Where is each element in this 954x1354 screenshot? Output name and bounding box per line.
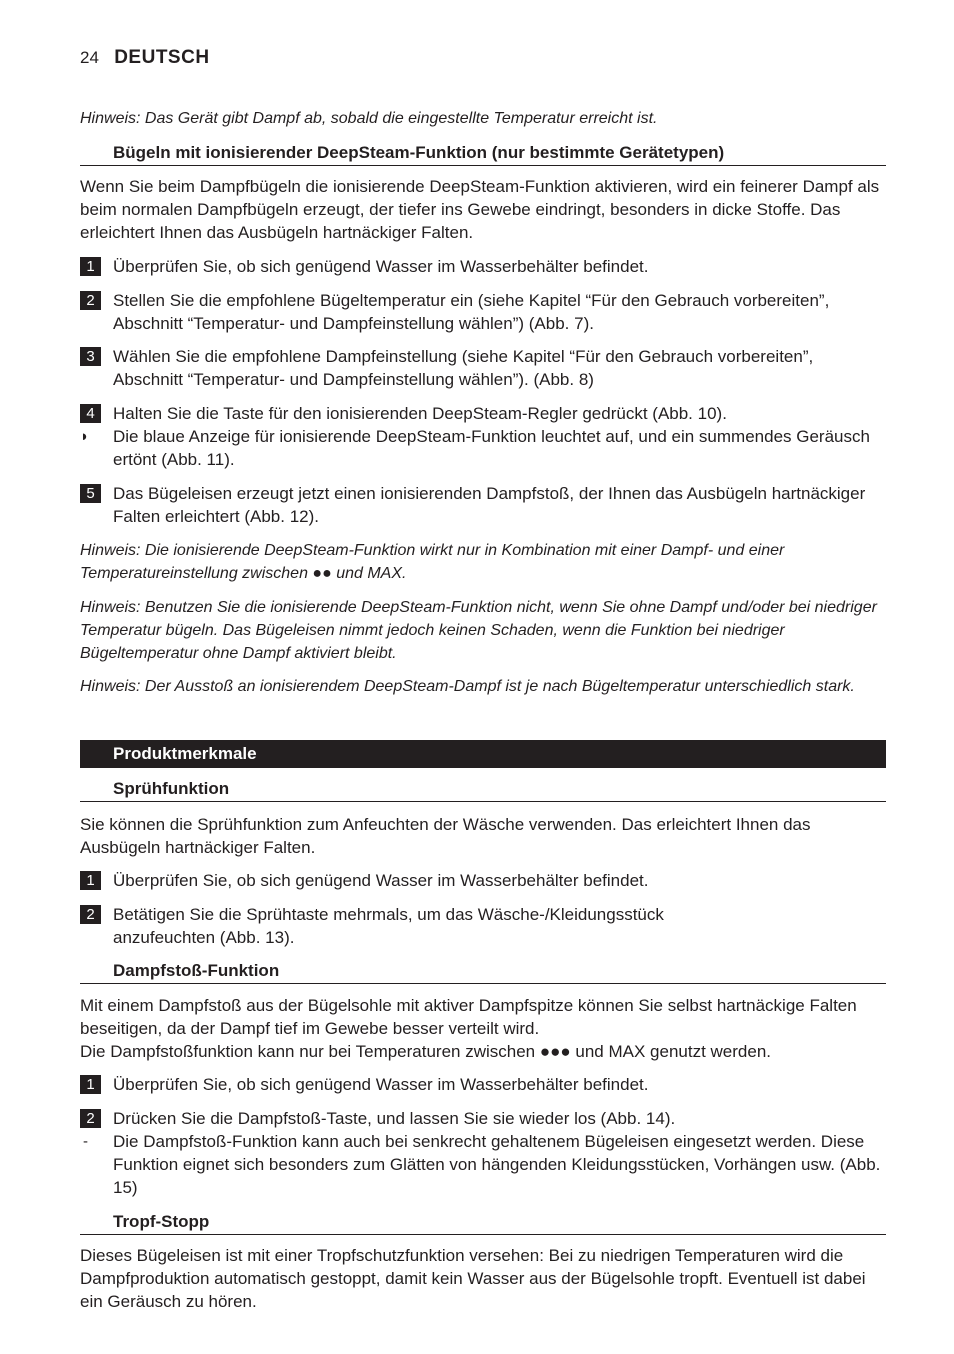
deepsteam-note-3: Hinweis: Der Ausstoß an ionisierendem DeepSteam-Dampf ist je nach Bügeltemperatur unterschiedlich stark. [80, 678, 855, 695]
step-text: Halten Sie die Taste für den ionisierenden DeepSteam-Regler gedrückt (Abb. 10). [113, 404, 727, 423]
step-text: Überprüfen Sie, ob sich genügend Wasser im Wasserbehälter befindet. [113, 871, 649, 890]
shot-step-2 [80, 1107, 886, 1130]
deepsteam-step-4 [80, 402, 886, 425]
step-text: Überprüfen Sie, ob sich genügend Wasser im Wasserbehälter befindet. [113, 257, 649, 276]
spray-intro: Sie können die Sprühfunktion zum Anfeuchten der Wäsche verwenden. Das erleichtert Ihnen das Ausbügeln hartnäckiger Falten. [80, 815, 811, 857]
shot-intro-2: Die Dampfstoßfunktion kann nur bei Temperaturen zwischen ●●● und MAX genutzt werden. [80, 1042, 772, 1061]
deepsteam-step-2 [80, 289, 886, 335]
page-number: 24 [80, 48, 99, 67]
shot-step-1 [80, 1073, 886, 1096]
section-title-drip-stop: Tropf-Stopp [80, 1210, 886, 1235]
step-text: Wählen Sie die empfohlene Dampfeinstellung (siehe Kapitel “Für den Gebrauch vorbereiten”, Abschnitt “Temperatur- und Dampfeinstellung wählen”). (Abb. 8) [113, 347, 814, 389]
step-text: Das Bügeleisen erzeugt jetzt einen ionisierenden Dampfstoß, der Ihnen das Ausbügeln hartnäckiger Falten erleichtert (Abb. 12). [113, 484, 866, 526]
step-number: 2 [80, 291, 101, 310]
deepsteam-step-1 [80, 255, 886, 278]
step-number: 2 [80, 905, 101, 924]
deepsteam-step-3 [80, 345, 886, 391]
step-number: 1 [80, 257, 101, 276]
note-top: Hinweis: Das Gerät gibt Dampf ab, sobald die eingestellte Temperatur erreicht ist. [80, 110, 658, 127]
section-title-spray: Sprühfunktion [80, 777, 886, 802]
step-text: Überprüfen Sie, ob sich genügend Wasser im Wasserbehälter befindet. [113, 1075, 649, 1094]
section-title-steam-shot: Dampfstoß-Funktion [80, 959, 886, 984]
spray-step-1 [80, 869, 886, 892]
step-number: 3 [80, 347, 101, 366]
step-number: 4 [80, 404, 101, 423]
bullet-icon: ◗ [80, 428, 90, 445]
deepsteam-note-1: Hinweis: Die ionisierende DeepSteam-Funktion wirkt nur in Kombination mit einer Dampf- und einer Temperatureinstellung zwischen ●● und MAX. [80, 542, 785, 582]
step-number: 1 [80, 1075, 101, 1094]
deepsteam-note-2: Hinweis: Benutzen Sie die ionisierende DeepSteam-Funktion nicht, wenn Sie ohne Dampf und/oder bei niedriger Temperatur bügeln. Das Bügeleisen nimmt jedoch keinen Schaden, wenn die Funktion bei niedriger Bügeltemperatur ohne Dampf aktiviert bleibt. [80, 599, 877, 662]
shot-intro: Mit einem Dampfstoß aus der Bügelsohle mit aktiver Dampfspitze können Sie selbst hartnäckige Falten beseitigen, da der Dampf tief im Gewebe besser verteilt wird. [80, 996, 857, 1038]
dash-text: Die Dampfstoß-Funktion kann auch bei senkrecht gehaltenem Bügeleisen eingesetzt werden. Diese Funktion eignet sich besonders zum Glätten von hängenden Kleidungsstücken, Vorhängen usw. (Abb. 15) [113, 1132, 881, 1197]
section-title-features: Produktmerkmale [80, 740, 886, 768]
spray-step-2 [80, 903, 886, 949]
deepsteam-intro: Wenn Sie beim Dampfbügeln die ionisierende DeepSteam-Funktion aktivieren, wird ein feinerer Dampf als beim normalen Dampfbügeln erzeugt, der tiefer ins Gewebe eindringt, besonders in dicke Stoffe. Das erleichtert Ihnen das Ausbügeln hartnäckiger Falten. [80, 177, 880, 242]
deepsteam-step-5 [80, 482, 886, 528]
step-text: Stellen Sie die empfohlene Bügeltemperatur ein (siehe Kapitel “Für den Gebrauch vorbereiten”, Abschnitt “Temperatur- und Dampfeinstellung wählen”) (Abb. 7). [113, 291, 830, 333]
bullet-text: Die blaue Anzeige für ionisierende DeepSteam-Funktion leuchtet auf, und ein summendes Geräusch ertönt (Abb. 11). [113, 427, 870, 469]
step-text: Drücken Sie die Dampfstoß-Taste, und lassen Sie sie wieder los (Abb. 14). [113, 1109, 676, 1128]
section-title-deepsteam: Bügeln mit ionisierender DeepSteam-Funktion (nur bestimmte Gerätetypen) [80, 141, 886, 166]
drip-intro: Dieses Bügeleisen ist mit einer Tropfschutzfunktion versehen: Bei zu niedrigen Temperaturen wird die Dampfproduktion automatisch gestoppt, damit kein Wasser aus der Bügelsohle tropft. Eventuell ist dabei ein Geräusch zu hören. [80, 1246, 866, 1311]
step-number: 5 [80, 484, 101, 503]
language-title: DEUTSCH [114, 47, 210, 68]
dash-icon: - [83, 1133, 88, 1150]
step-number: 2 [80, 1109, 101, 1128]
step-text: Betätigen Sie die Sprühtaste mehrmals, um das Wäsche-/Kleidungsstück anzufeuchten (Abb. 13). [113, 905, 664, 947]
step-number: 1 [80, 871, 101, 890]
shot-dash-item [80, 1130, 886, 1199]
deepsteam-result-bullet [80, 425, 886, 471]
page-header [80, 47, 210, 69]
